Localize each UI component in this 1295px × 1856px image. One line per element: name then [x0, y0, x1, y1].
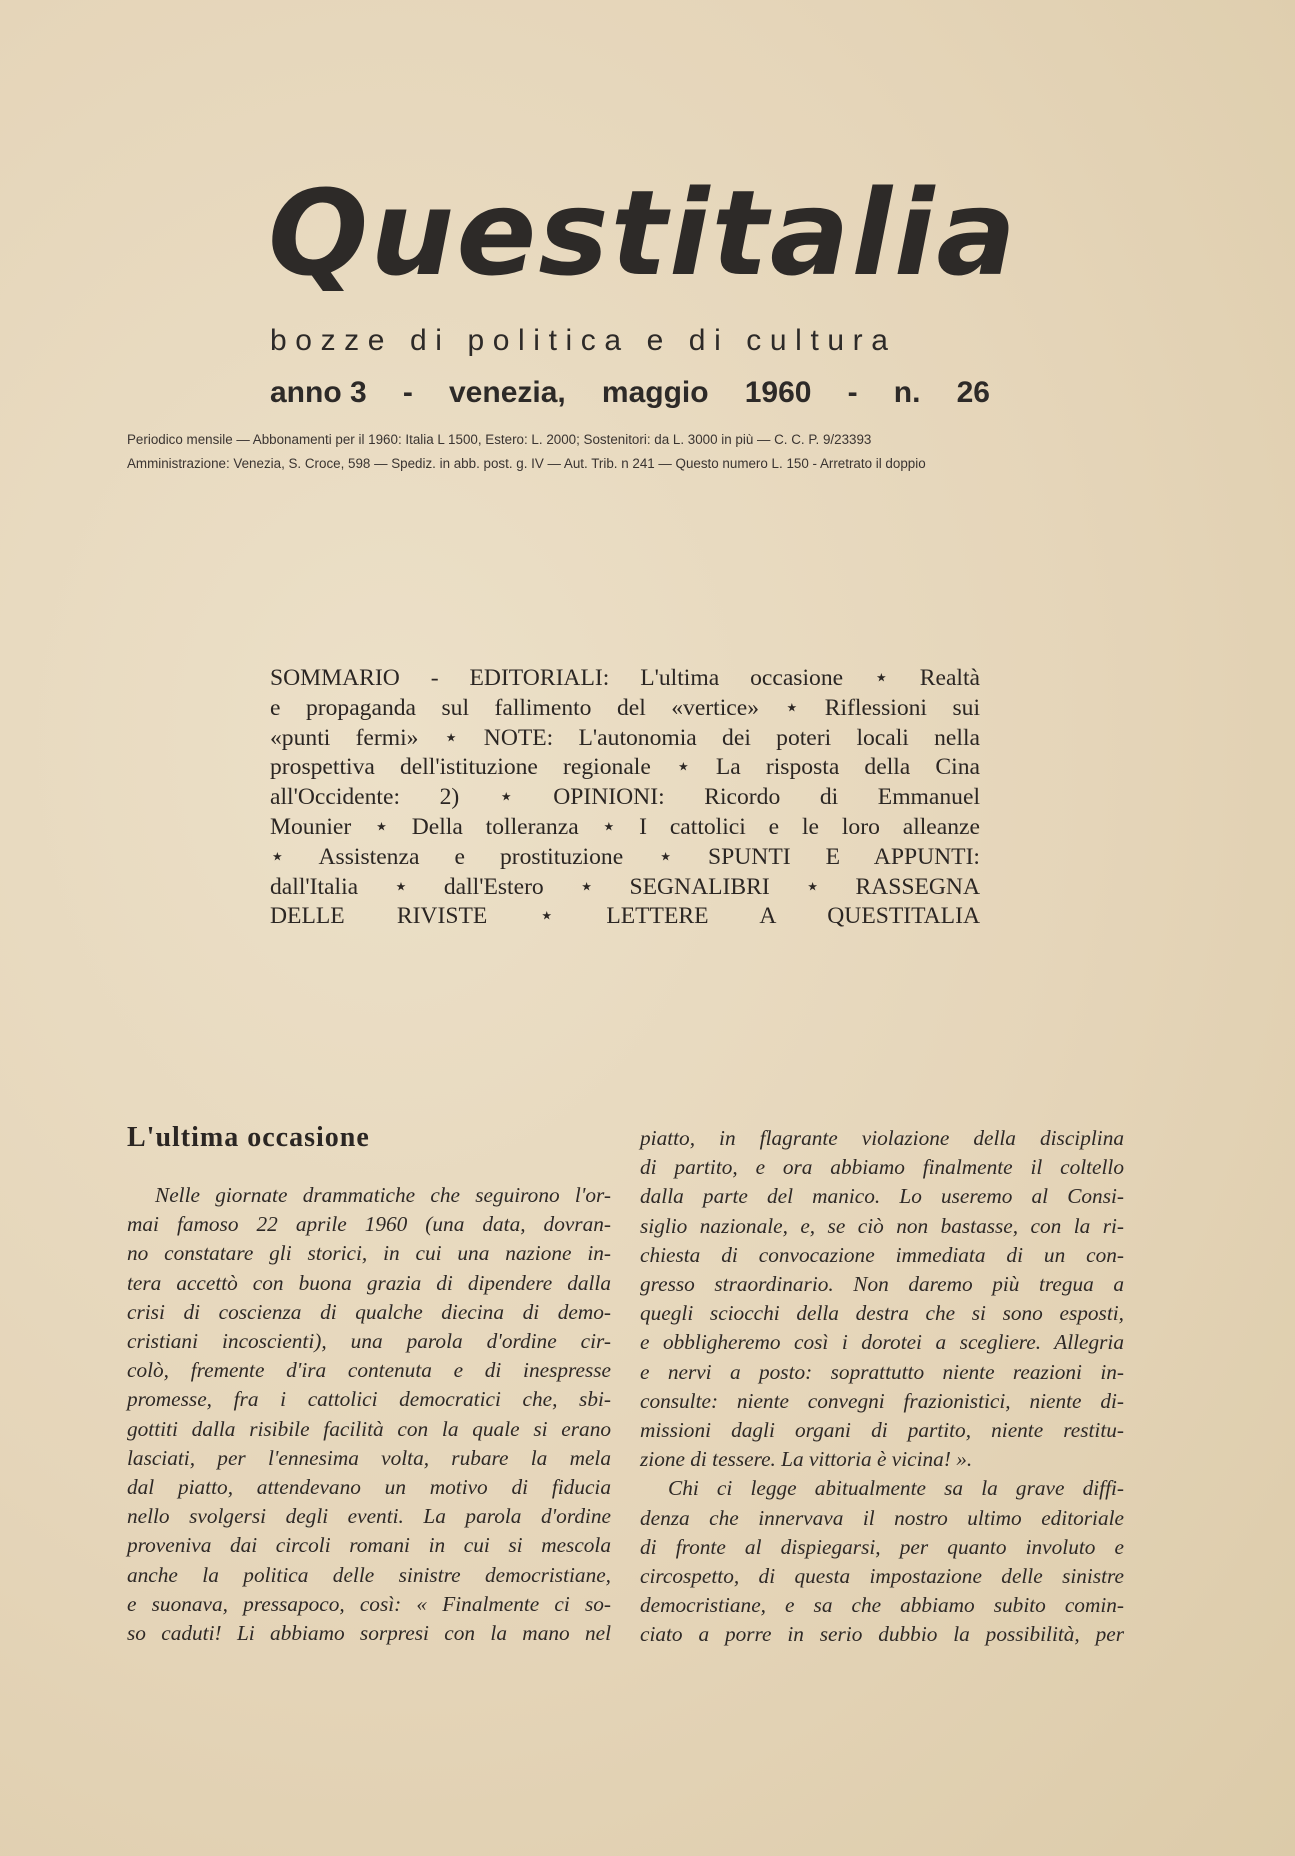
publication-info-line: Amministrazione: Venezia, S. Croce, 598 — Spediz. in abb. post. g. IV — Aut. Trib. n 241 — Questo numero L. 150 - Arretrato il doppio — [127, 456, 926, 471]
masthead-subtitle: bozze di politica e di cultura — [270, 324, 897, 357]
issue-part: - — [847, 376, 858, 409]
summary-line: «punti fermi» ⋆ NOTE: L'autonomia dei poteri locali nella — [270, 724, 980, 751]
text-line: e suonava, pressapoco, così: « Finalmente ci so- — [127, 1591, 611, 1616]
text-line: proveniva dai circoli romani in cui si mescola — [127, 1533, 611, 1558]
article-heading: L'ultima occasione — [127, 1122, 370, 1153]
summary-line: e propaganda sul fallimento del «vertice» ⋆ Riflessioni sui — [270, 694, 980, 721]
summary-line: all'Occidente: 2) ⋆ OPINIONI: Ricordo di Emmanuel — [270, 784, 980, 811]
text-line: nello svolgersi degli eventi. La parola d'ordine — [127, 1504, 611, 1529]
summary-line: SOMMARIO - EDITORIALI: L'ultima occasione ⋆ Realtà — [270, 665, 980, 691]
text-line: dal piatto, attendevano un motivo di fiducia — [127, 1475, 611, 1500]
publication-info-line: Periodico mensile — Abbonamenti per il 1960: Italia L 1500, Estero: L. 2000; Sostenitori: da L. 3000 in più — C. C. P. 9/23393 — [127, 432, 872, 447]
text-line: zione di tessere. La vittoria è vicina! ». — [640, 1447, 973, 1472]
text-line: democristiane, e sa che abbiamo subito comin- — [640, 1593, 1124, 1618]
summary-line: Mounier ⋆ Della tolleranza ⋆ I cattolici e le loro alleanze — [270, 813, 980, 840]
text-line: di partito, e ora abbiamo finalmente il coltello — [640, 1155, 1124, 1180]
issue-part: 1960 — [744, 376, 812, 409]
text-line: lasciati, per l'ennesima volta, rubare la mela — [127, 1445, 611, 1470]
text-line: mai famoso 22 aprile 1960 (una data, dovran- — [127, 1212, 611, 1237]
text-line: e obbligheremo così i dorotei a scegliere. Allegria — [640, 1330, 1124, 1355]
text-line: di fronte al dispiegarsi, per quanto involuto e — [640, 1534, 1124, 1559]
issue-part: 26 — [956, 376, 990, 409]
text-line: consulte: niente convegni frazionistici, niente di- — [640, 1388, 1124, 1413]
summary-line: dall'Italia ⋆ dall'Estero ⋆ SEGNALIBRI ⋆ RASSEGNA — [270, 873, 980, 900]
text-line: no constatare gli storici, in cui una nazione in- — [127, 1241, 611, 1266]
text-line: quegli sciocchi della destra che si sono esposti, — [640, 1301, 1124, 1326]
text-line: promesse, fra i cattolici democratici che, sbi- — [127, 1387, 611, 1412]
issue-part: n. — [893, 376, 921, 409]
summary-line: ⋆ Assistenza e prostituzione ⋆ SPUNTI E APPUNTI: — [270, 843, 980, 870]
masthead-title: Questitalia — [268, 164, 1018, 302]
summary-line: DELLE RIVISTE ⋆ LETTERE A QUESTITALIA — [270, 903, 980, 930]
text-line: missioni dagli organi di partito, niente restitu- — [640, 1418, 1124, 1443]
issue-line — [270, 373, 990, 413]
issue-part: maggio — [601, 376, 709, 409]
text-line: Chi ci legge abitualmente sa la grave diffi- — [668, 1476, 1124, 1501]
text-line: crisi di coscienza di qualche diecina di demo- — [127, 1299, 611, 1324]
article-column-left — [127, 1181, 611, 1648]
text-line: gresso straordinario. Non daremo più tregua a — [640, 1272, 1124, 1297]
summary-line: prospettiva dell'istituzione regionale ⋆ La risposta della Cina — [270, 754, 980, 781]
text-line: anche la politica delle sinistre democristiane, — [127, 1562, 611, 1587]
text-line: dalla parte del manico. Lo useremo al Consi- — [640, 1184, 1124, 1209]
text-line: gottiti dalla risibile facilità con la quale si erano — [127, 1416, 611, 1441]
text-line: piatto, in flagrante violazione della disciplina — [640, 1126, 1124, 1150]
text-line: denza che innervava il nostro ultimo editoriale — [640, 1505, 1124, 1530]
text-line: so caduti! Li abbiamo sorpresi con la mano nel — [127, 1621, 611, 1646]
text-line: cristiani incoscienti), una parola d'ordine cir- — [127, 1329, 611, 1354]
article-column-right — [640, 1124, 1124, 1650]
text-line: tera accettò con buona grazia di dipendere dalla — [127, 1270, 611, 1295]
text-line: ciato a porre in serio dubbio la possibilità, per — [640, 1622, 1124, 1647]
text-line: circospetto, di questa impostazione delle sinistre — [640, 1564, 1124, 1589]
text-line: siglio nazionale, e, se ciò non bastasse, con la ri- — [640, 1213, 1124, 1238]
issue-part: anno 3 — [270, 376, 367, 409]
issue-part: - — [402, 376, 413, 409]
table-of-contents — [270, 664, 980, 932]
text-line: chiesta di convocazione immediata di un con- — [640, 1242, 1124, 1267]
text-line: colò, fremente d'ira contenuta e di inespresse — [127, 1358, 611, 1383]
text-line: e nervi a posto: soprattutto niente reazioni in- — [640, 1359, 1124, 1384]
text-line: Nelle giornate drammatiche che seguirono l'or- — [155, 1183, 611, 1207]
issue-part: venezia, — [449, 376, 566, 409]
